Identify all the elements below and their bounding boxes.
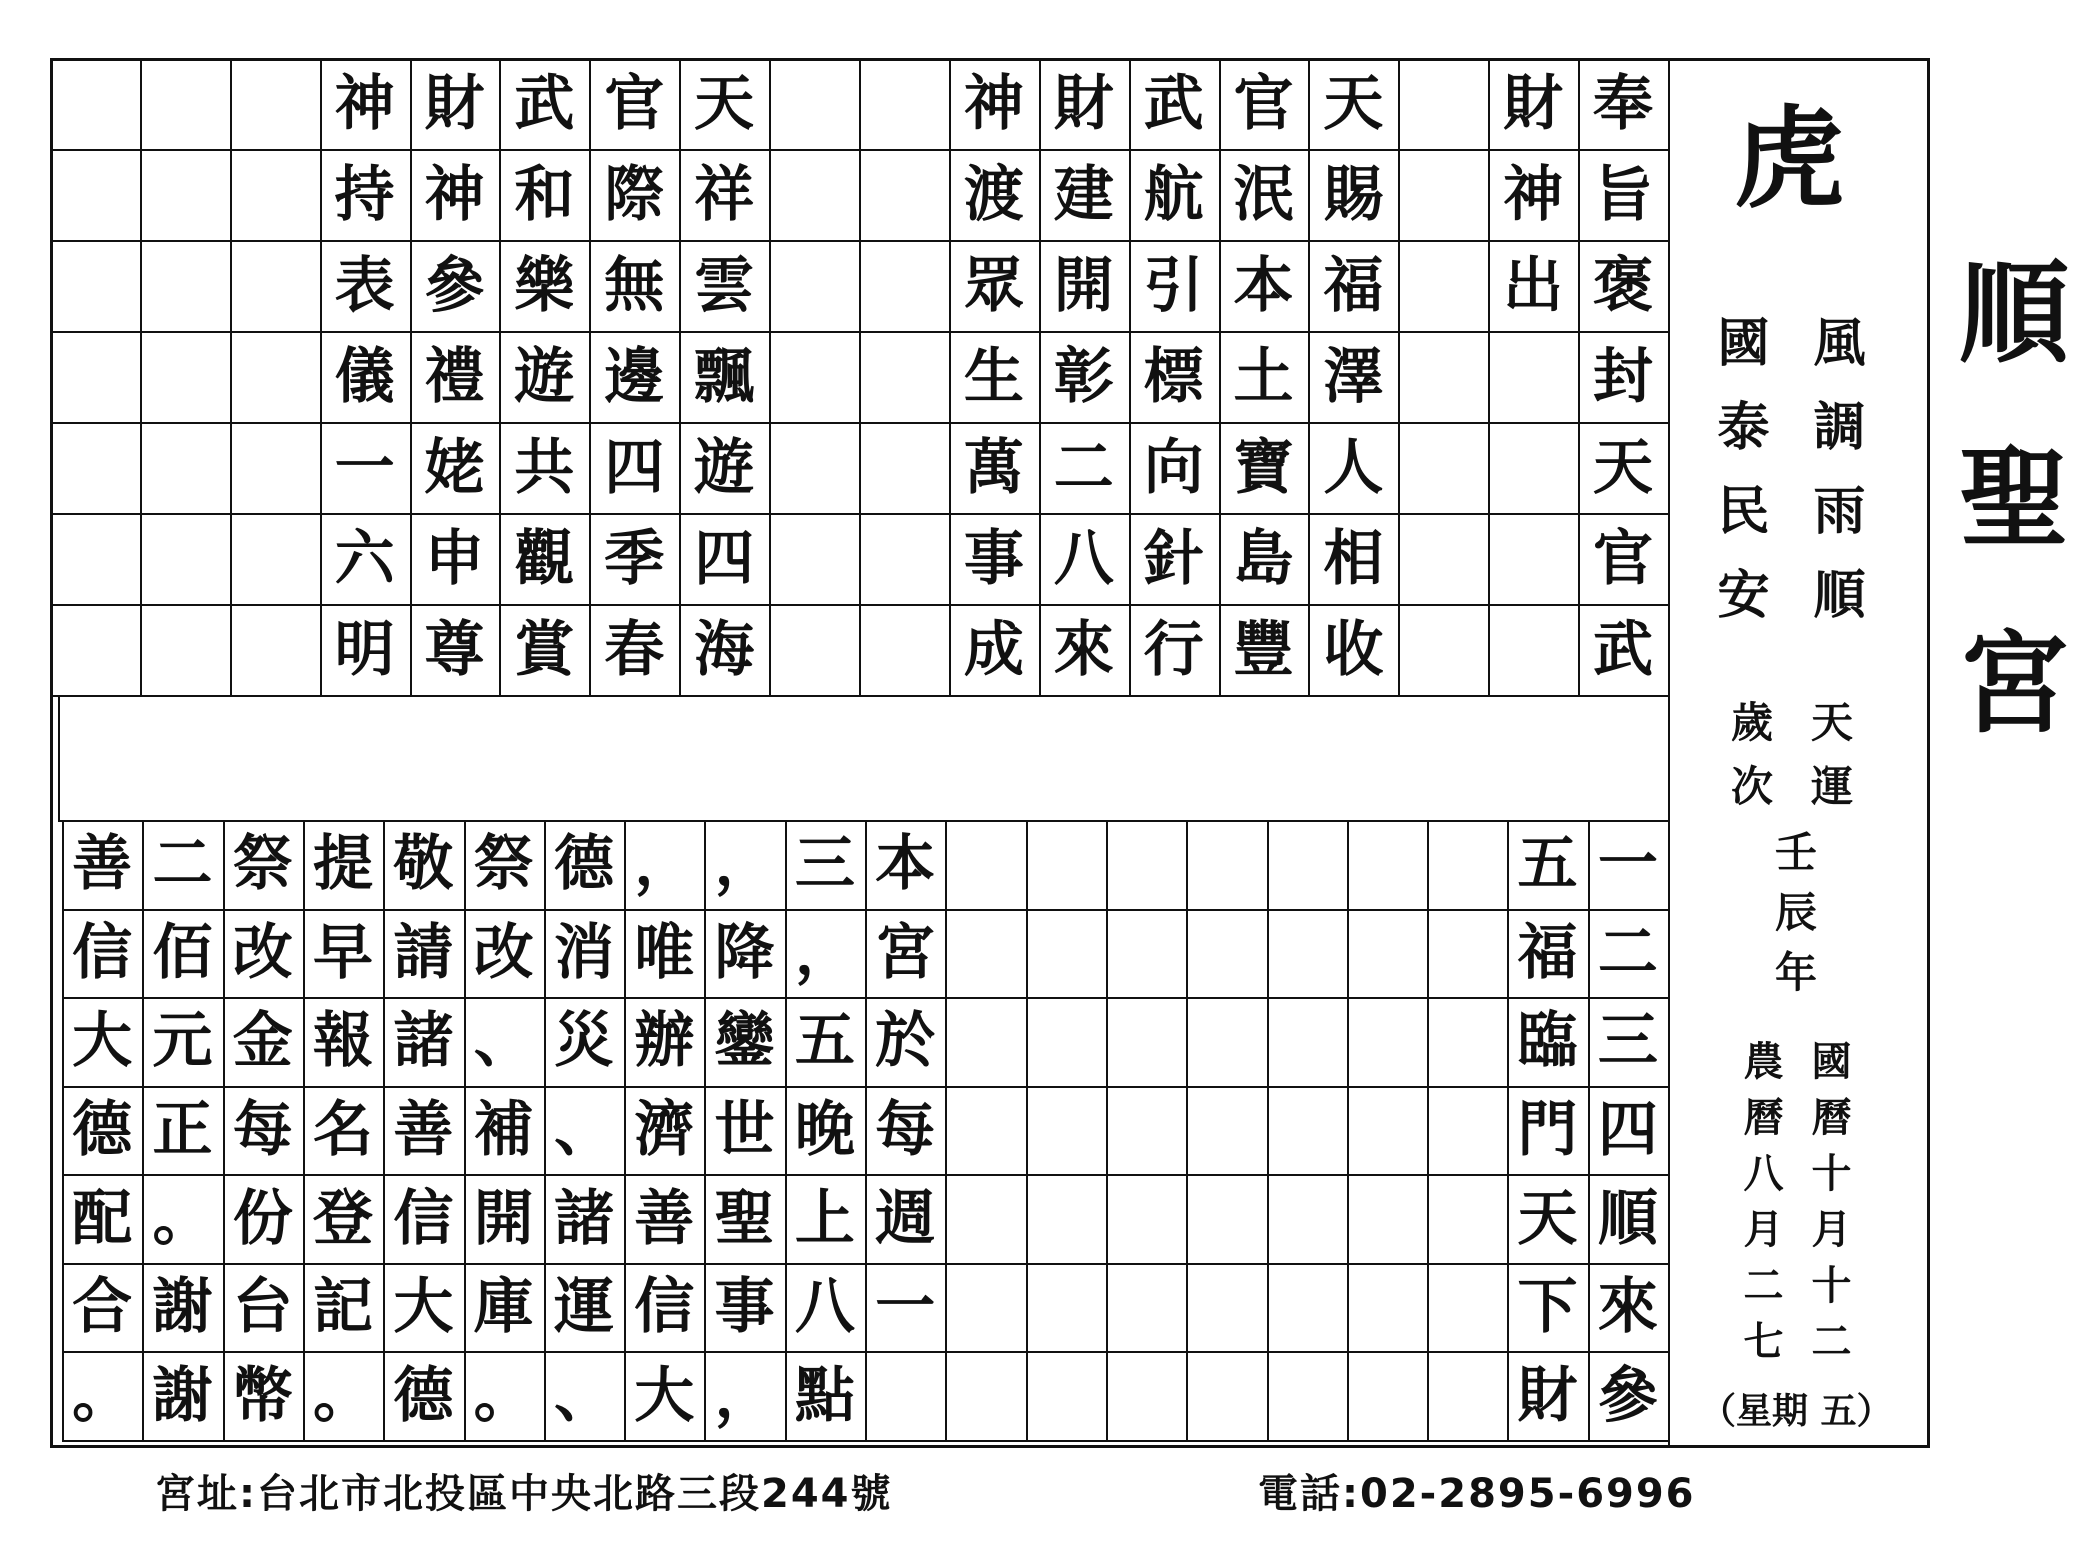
lower-grid-char: 合 [72, 1272, 133, 1343]
lower-grid-char: 三 [794, 829, 855, 900]
upper-grid-char: 明 [334, 614, 395, 685]
lower-grid-char: 金 [232, 1006, 293, 1077]
lower-grid-char: 財 [1517, 1360, 1578, 1431]
year-name: 壬辰年 [1769, 830, 1818, 1010]
lower-grid-char: 二 [1597, 917, 1658, 988]
upper-grid-char: 季 [604, 523, 665, 594]
upper-grid-char: 申 [424, 523, 485, 594]
lower-grid-char: 元 [152, 1006, 213, 1077]
lower-grid-char: 諸 [553, 1183, 614, 1254]
lower-grid-char: 善 [634, 1183, 695, 1254]
lower-grid-char: 大 [72, 1006, 133, 1077]
upper-grid-char: 來 [1053, 614, 1114, 685]
grid-line [50, 695, 1668, 697]
temple-name-rest: 順聖宮 [1941, 255, 2070, 810]
lower-grid-char: ， [634, 829, 695, 900]
upper-grid-char: 島 [1233, 523, 1294, 594]
lower-grid-char: ， [794, 917, 855, 988]
upper-grid-char: 相 [1323, 523, 1384, 594]
upper-grid-char: 祥 [694, 159, 755, 230]
grid-line [1398, 58, 1400, 695]
lower-grid-char: 濟 [634, 1094, 695, 1165]
lower-grid-char: 順 [1597, 1183, 1658, 1254]
lower-grid-char: 信 [393, 1183, 454, 1254]
upper-grid-char: 針 [1143, 523, 1204, 594]
grid-line [140, 58, 142, 695]
lower-grid-char: 聖 [714, 1183, 775, 1254]
upper-grid-char: 賞 [514, 614, 575, 685]
grid-line [230, 58, 232, 695]
lower-grid-char: 上 [794, 1183, 855, 1254]
upper-grid-char: 萬 [963, 432, 1024, 503]
temple-phone: 電話:02-2895-6996 [1258, 1471, 1696, 1517]
upper-grid-char: 持 [334, 159, 395, 230]
upper-grid-char: 武 [1593, 614, 1654, 685]
upper-grid-char: 儀 [334, 341, 395, 412]
temple-name-first-char: 虎 [1716, 100, 1845, 210]
upper-grid-char: 神 [334, 68, 395, 139]
lower-grid-char: 點 [794, 1360, 855, 1431]
lower-grid-char: 台 [232, 1272, 293, 1343]
lower-grid-char: 週 [875, 1183, 936, 1254]
lower-grid-char: 一 [875, 1272, 936, 1343]
upper-grid-char: 參 [424, 250, 485, 321]
lower-grid-char: 早 [313, 917, 374, 988]
grid-line [50, 604, 1668, 606]
upper-grid-char: 福 [1323, 250, 1384, 321]
temple-address: 宮址:台北市北投區中央北路三段244號 [155, 1471, 893, 1517]
upper-grid-char: 事 [963, 523, 1024, 594]
lower-grid-char: 四 [1597, 1094, 1658, 1165]
lunar-date: 農曆八月二七 [1737, 1040, 1784, 1376]
lower-grid-char: 下 [1517, 1272, 1578, 1343]
upper-grid-char: 天 [1593, 432, 1654, 503]
grid-line [1026, 820, 1028, 1440]
lower-grid-char: 信 [634, 1272, 695, 1343]
lower-grid-char: 五 [794, 1006, 855, 1077]
lower-grid-char: 每 [875, 1094, 936, 1165]
upper-grid-char: 出 [1503, 250, 1564, 321]
grid-line [1668, 58, 1670, 1448]
upper-grid-char: 建 [1053, 159, 1114, 230]
lower-grid-char: 改 [232, 917, 293, 988]
lower-grid-char: 每 [232, 1094, 293, 1165]
lower-grid-char: 八 [794, 1272, 855, 1343]
lower-grid-char: 庫 [473, 1272, 534, 1343]
lower-grid-char: 開 [473, 1183, 534, 1254]
lower-grid-char: 唯 [634, 917, 695, 988]
lower-grid-char: 宮 [875, 917, 936, 988]
upper-grid-char: 無 [604, 250, 665, 321]
lower-grid-char: 。 [313, 1360, 374, 1431]
upper-grid-char: 禮 [424, 341, 485, 412]
lower-grid-char: 。 [72, 1360, 133, 1431]
lower-grid-char: 份 [232, 1183, 293, 1254]
grid-line [50, 331, 1668, 333]
upper-grid-char: 和 [514, 159, 575, 230]
lower-grid-char: 天 [1517, 1183, 1578, 1254]
upper-grid-char: 賜 [1323, 159, 1384, 230]
grid-line [1267, 820, 1269, 1440]
lower-grid-char: 事 [714, 1272, 775, 1343]
grid-line [769, 58, 771, 695]
lower-grid-char: ， [714, 1360, 775, 1431]
upper-grid-char: 生 [963, 341, 1024, 412]
lower-grid-char: 福 [1517, 917, 1578, 988]
upper-grid-char: 六 [334, 523, 395, 594]
grid-line [50, 58, 52, 695]
upper-grid-char: 二 [1053, 432, 1114, 503]
grid-line [859, 58, 861, 695]
lower-grid-char: 記 [313, 1272, 374, 1343]
lower-grid-char: 德 [72, 1094, 133, 1165]
upper-grid-char: 人 [1323, 432, 1384, 503]
lower-grid-char: 祭 [232, 829, 293, 900]
upper-grid-char: 神 [424, 159, 485, 230]
grid-line [58, 695, 60, 820]
upper-grid-char: 共 [514, 432, 575, 503]
upper-grid-char: 春 [604, 614, 665, 685]
upper-grid-char: 一 [334, 432, 395, 503]
lower-grid-char: 信 [72, 917, 133, 988]
lower-grid-char: 運 [553, 1272, 614, 1343]
lower-grid-char: 降 [714, 917, 775, 988]
upper-grid-char: 財 [1053, 68, 1114, 139]
lower-grid-char: 登 [313, 1183, 374, 1254]
upper-grid-char: 邊 [604, 341, 665, 412]
upper-grid-char: 四 [604, 432, 665, 503]
upper-grid-char: 遊 [694, 432, 755, 503]
lower-grid-char: 德 [393, 1360, 454, 1431]
upper-grid-char: 豐 [1233, 614, 1294, 685]
grid-line [50, 513, 1668, 515]
lower-grid-char: 善 [393, 1094, 454, 1165]
upper-grid-char: 收 [1323, 614, 1384, 685]
lower-grid-char: 提 [313, 829, 374, 900]
grid-line [50, 240, 1668, 242]
upper-grid-char: 褒 [1593, 250, 1654, 321]
upper-grid-char: 眾 [963, 250, 1024, 321]
upper-grid-char: 官 [1593, 523, 1654, 594]
lower-grid-char: 。 [473, 1360, 534, 1431]
upper-grid-char: 雲 [694, 250, 755, 321]
upper-grid-char: 四 [694, 523, 755, 594]
lower-grid-char: 五 [1517, 829, 1578, 900]
blessing-left: 國泰民安 [1708, 315, 1769, 651]
lower-grid-char: 晚 [794, 1094, 855, 1165]
lower-grid-char: 謝 [152, 1360, 213, 1431]
lower-grid-char: 德 [553, 829, 614, 900]
upper-grid-char: 際 [604, 159, 665, 230]
lower-grid-char: 、 [553, 1094, 614, 1165]
grid-line [1427, 820, 1429, 1440]
lower-grid-char: 辦 [634, 1006, 695, 1077]
lower-grid-char: 幣 [232, 1360, 293, 1431]
upper-grid-char: 彰 [1053, 341, 1114, 412]
grid-line [945, 820, 947, 1440]
lower-grid-char: 、 [473, 1006, 534, 1077]
upper-grid-char: 武 [1143, 68, 1204, 139]
lower-grid-char: 謝 [152, 1272, 213, 1343]
upper-grid-char: 封 [1593, 341, 1654, 412]
grid-line [50, 149, 1668, 151]
lower-grid-char: 報 [313, 1006, 374, 1077]
blessing-right: 風調雨順 [1804, 315, 1865, 651]
solar-date: 國曆十月十二 [1805, 1040, 1852, 1376]
lower-grid-char: 改 [473, 917, 534, 988]
lower-grid-char: 敬 [393, 829, 454, 900]
upper-grid-char: 八 [1053, 523, 1114, 594]
upper-grid-char: 官 [604, 68, 665, 139]
lower-grid-char: 臨 [1517, 1006, 1578, 1077]
lower-grid-char: 世 [714, 1094, 775, 1165]
grid-line [1347, 820, 1349, 1440]
upper-grid-char: 財 [424, 68, 485, 139]
lower-grid-char: 、 [553, 1360, 614, 1431]
upper-grid-char: 姥 [424, 432, 485, 503]
lower-grid-char: 二 [152, 829, 213, 900]
upper-grid-char: 奉 [1593, 68, 1654, 139]
lower-grid-char: 門 [1517, 1094, 1578, 1165]
upper-grid-char: 天 [1323, 68, 1384, 139]
lower-grid-char: 一 [1597, 829, 1658, 900]
upper-grid-char: 行 [1143, 614, 1204, 685]
upper-grid-char: 官 [1233, 68, 1294, 139]
upper-grid-char: 旨 [1593, 159, 1654, 230]
upper-grid-char: 觀 [514, 523, 575, 594]
lower-grid-char: 諸 [393, 1006, 454, 1077]
upper-grid-char: 天 [694, 68, 755, 139]
grid-line [50, 422, 1668, 424]
upper-grid-char: 寶 [1233, 432, 1294, 503]
upper-grid-char: 土 [1233, 341, 1294, 412]
lower-grid-char: 鑾 [714, 1006, 775, 1077]
lower-grid-char: ， [714, 829, 775, 900]
upper-grid-char: 泯 [1233, 159, 1294, 230]
lower-grid-char: 消 [553, 917, 614, 988]
upper-grid-char: 向 [1143, 432, 1204, 503]
grid-line [62, 1440, 1668, 1442]
lower-grid-char: 。 [152, 1183, 213, 1254]
upper-grid-char: 表 [334, 250, 395, 321]
upper-grid-char: 海 [694, 614, 755, 685]
lower-grid-char: 正 [152, 1094, 213, 1165]
weekday-label: （星期 五） [1700, 1390, 1893, 1432]
lower-grid-char: 來 [1597, 1272, 1658, 1343]
lower-grid-char: 補 [473, 1094, 534, 1165]
lower-grid-char: 本 [875, 829, 936, 900]
lower-grid-char: 大 [393, 1272, 454, 1343]
lower-grid-char: 佰 [152, 917, 213, 988]
upper-grid-char: 神 [1503, 159, 1564, 230]
lower-grid-char: 名 [313, 1094, 374, 1165]
year-label-left: 歲次 [1725, 700, 1774, 828]
upper-grid-char: 武 [514, 68, 575, 139]
upper-grid-char: 遊 [514, 341, 575, 412]
lower-grid-char: 祭 [473, 829, 534, 900]
upper-grid-char: 尊 [424, 614, 485, 685]
grid-line [1106, 820, 1108, 1440]
upper-grid-char: 成 [963, 614, 1024, 685]
upper-grid-char: 財 [1503, 68, 1564, 139]
upper-grid-char: 渡 [963, 159, 1024, 230]
upper-grid-char: 本 [1233, 250, 1294, 321]
year-label-right: 天運 [1805, 700, 1854, 828]
lower-grid-char: 配 [72, 1183, 133, 1254]
lower-grid-char: 於 [875, 1006, 936, 1077]
lower-grid-char: 善 [72, 829, 133, 900]
grid-line [50, 58, 1668, 60]
upper-grid-char: 飄 [694, 341, 755, 412]
lower-grid-char: 災 [553, 1006, 614, 1077]
lower-grid-char: 大 [634, 1360, 695, 1431]
upper-grid-char: 開 [1053, 250, 1114, 321]
lower-grid-char: 請 [393, 917, 454, 988]
lower-grid-char: 參 [1597, 1360, 1658, 1431]
upper-grid-char: 澤 [1323, 341, 1384, 412]
upper-grid-char: 樂 [514, 250, 575, 321]
upper-grid-char: 引 [1143, 250, 1204, 321]
lower-grid-char: 三 [1597, 1006, 1658, 1077]
upper-grid-char: 標 [1143, 341, 1204, 412]
upper-grid-char: 航 [1143, 159, 1204, 230]
upper-grid-char: 神 [963, 68, 1024, 139]
grid-line [1186, 820, 1188, 1440]
